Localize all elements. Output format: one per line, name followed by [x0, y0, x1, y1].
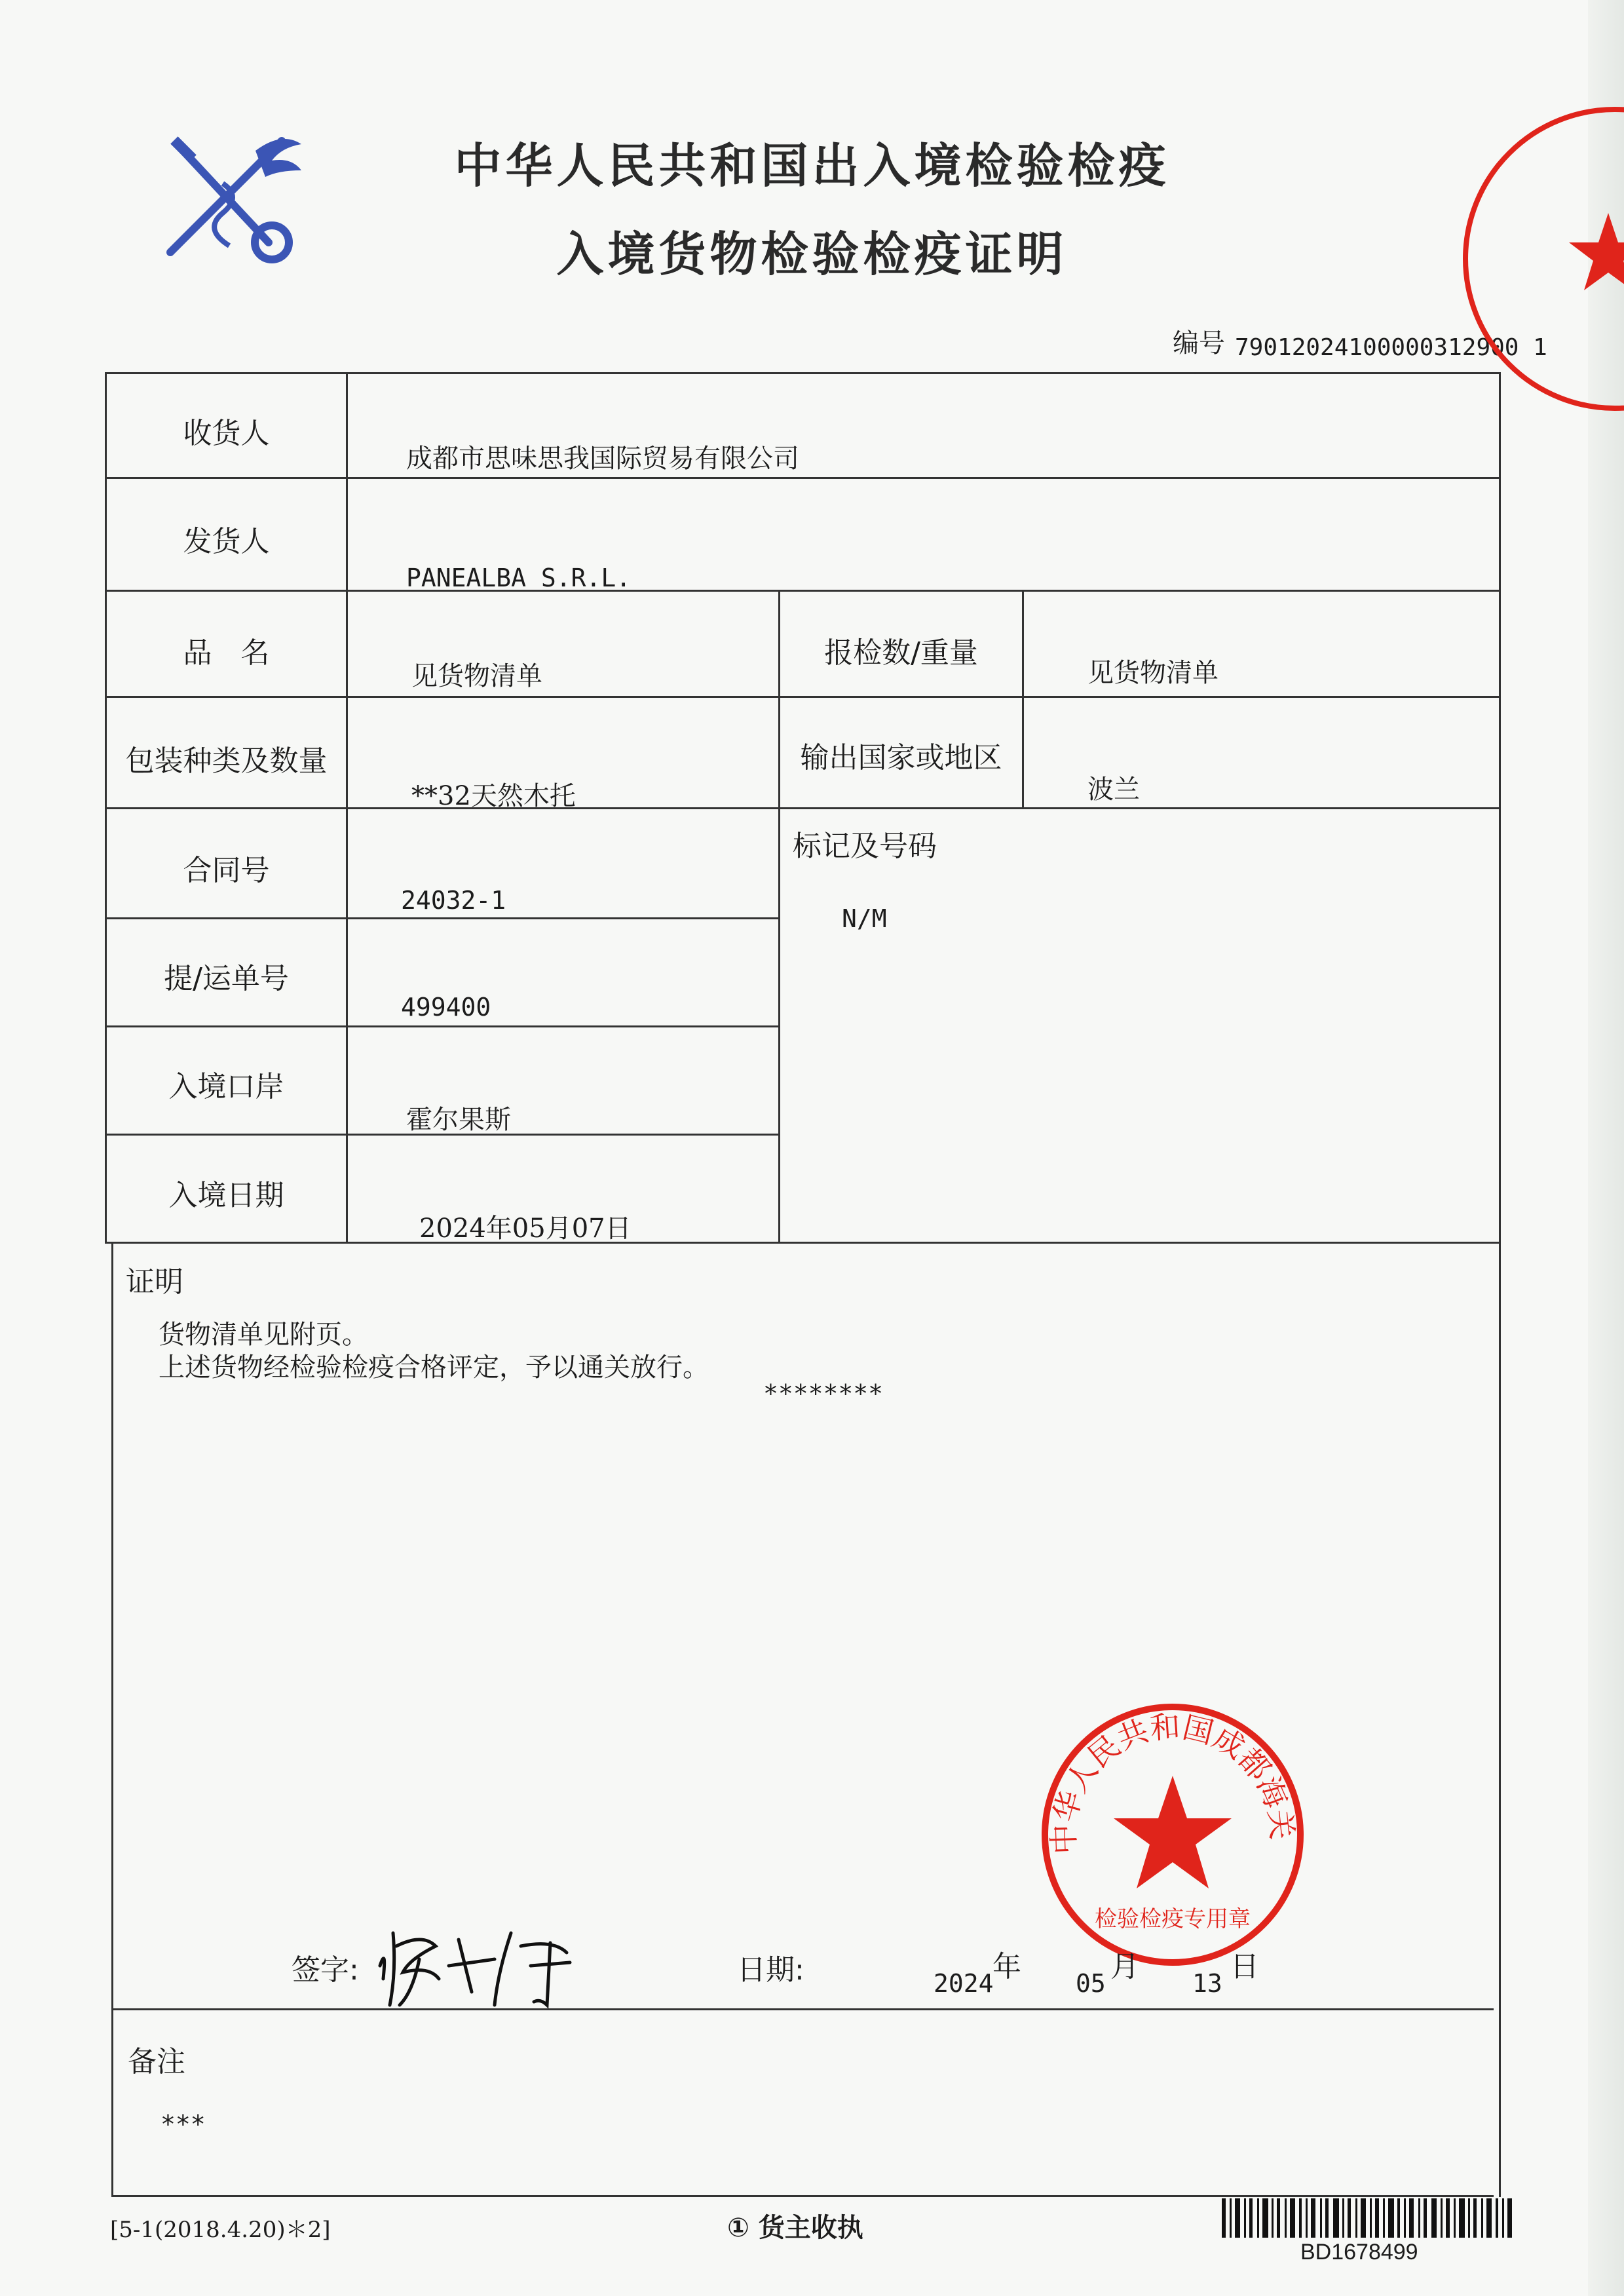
sign-date-label: 日期:: [737, 1953, 804, 1987]
number-value: 79012024100000312900 1: [1235, 334, 1547, 361]
sign-year: 2024: [934, 1969, 994, 1998]
consignor-value: PANEALBA S.R.L.: [406, 564, 632, 592]
contract-label: 合同号: [183, 854, 270, 887]
day-label: 日: [1230, 1950, 1259, 1983]
seal-sub-text: 检验检疫专用章: [1095, 1906, 1251, 1932]
product-label: 品 名: [183, 636, 270, 670]
table-right-border: [1499, 372, 1501, 2197]
copy-label: ① 货主收执: [727, 2213, 863, 2243]
port-value: 霍尔果斯: [406, 1105, 511, 1135]
official-seal: [1035, 1697, 1310, 1972]
consignee-value: 成都市思味思我国际贸易有限公司: [406, 444, 799, 474]
qty-weight-value: 见货物清单: [1087, 658, 1218, 688]
marks-label: 标记及号码: [793, 830, 937, 863]
qty-weight-label: 报检数/重量: [824, 636, 978, 670]
partial-seal: [1451, 102, 1624, 416]
origin-value: 波兰: [1087, 775, 1140, 805]
certificate-line2: 上述货物经检验检疫合格评定，予以通关放行。: [159, 1352, 709, 1383]
port-label: 入境口岸: [168, 1070, 284, 1103]
remarks-label: 备注: [128, 2045, 185, 2078]
packing-label: 包装种类及数量: [125, 744, 328, 778]
handwritten-signature: [373, 1920, 590, 2012]
month-label: 月: [1110, 1950, 1139, 1983]
serial-number: BD1678499: [1300, 2240, 1418, 2265]
sign-month: 05: [1076, 1969, 1106, 1998]
seal-main-text: 中华人民共和国成都海关: [1046, 1708, 1300, 1855]
origin-label: 输出国家或地区: [800, 741, 1002, 775]
contract-value: 24032-1: [401, 886, 506, 915]
certificate-stars: ********: [763, 1379, 884, 1408]
bl-label: 提/运单号: [164, 962, 289, 995]
packing-value: **32天然木托: [411, 781, 576, 811]
consignee-label: 收货人: [183, 417, 270, 450]
form-code: [5-1(2018.4.20)＊2]: [110, 2217, 331, 2243]
sign-day: 13: [1192, 1969, 1222, 1998]
sign-label: 签字:: [292, 1953, 359, 1987]
date-label: 入境日期: [168, 1179, 284, 1212]
table-left-border: [105, 372, 107, 1244]
bl-value: 499400: [401, 993, 491, 1022]
barcode: [1222, 2198, 1517, 2238]
certificate-label: 证明: [126, 1265, 183, 1299]
doc-subtitle: 入境货物检验检疫证明: [556, 227, 1068, 282]
marks-value: N/M: [842, 904, 887, 933]
product-value: 见货物清单: [411, 661, 542, 691]
remarks-value: ***: [161, 2110, 206, 2139]
date-value: 2024年05月07日: [419, 1214, 632, 1244]
year-label: 年: [992, 1950, 1021, 1983]
table-bottom-border: [111, 2195, 1494, 2197]
table-top-border: [105, 372, 1500, 374]
partial-seal-star-icon: [1569, 213, 1624, 290]
number-label: 编号: [1173, 328, 1225, 358]
certificate-line1: 货物清单见附页。: [159, 1320, 368, 1350]
consignor-label: 发货人: [183, 525, 270, 558]
seal-star-icon: [1114, 1776, 1232, 1888]
doc-title: 中华人民共和国出入境检验检疫: [454, 138, 1170, 193]
